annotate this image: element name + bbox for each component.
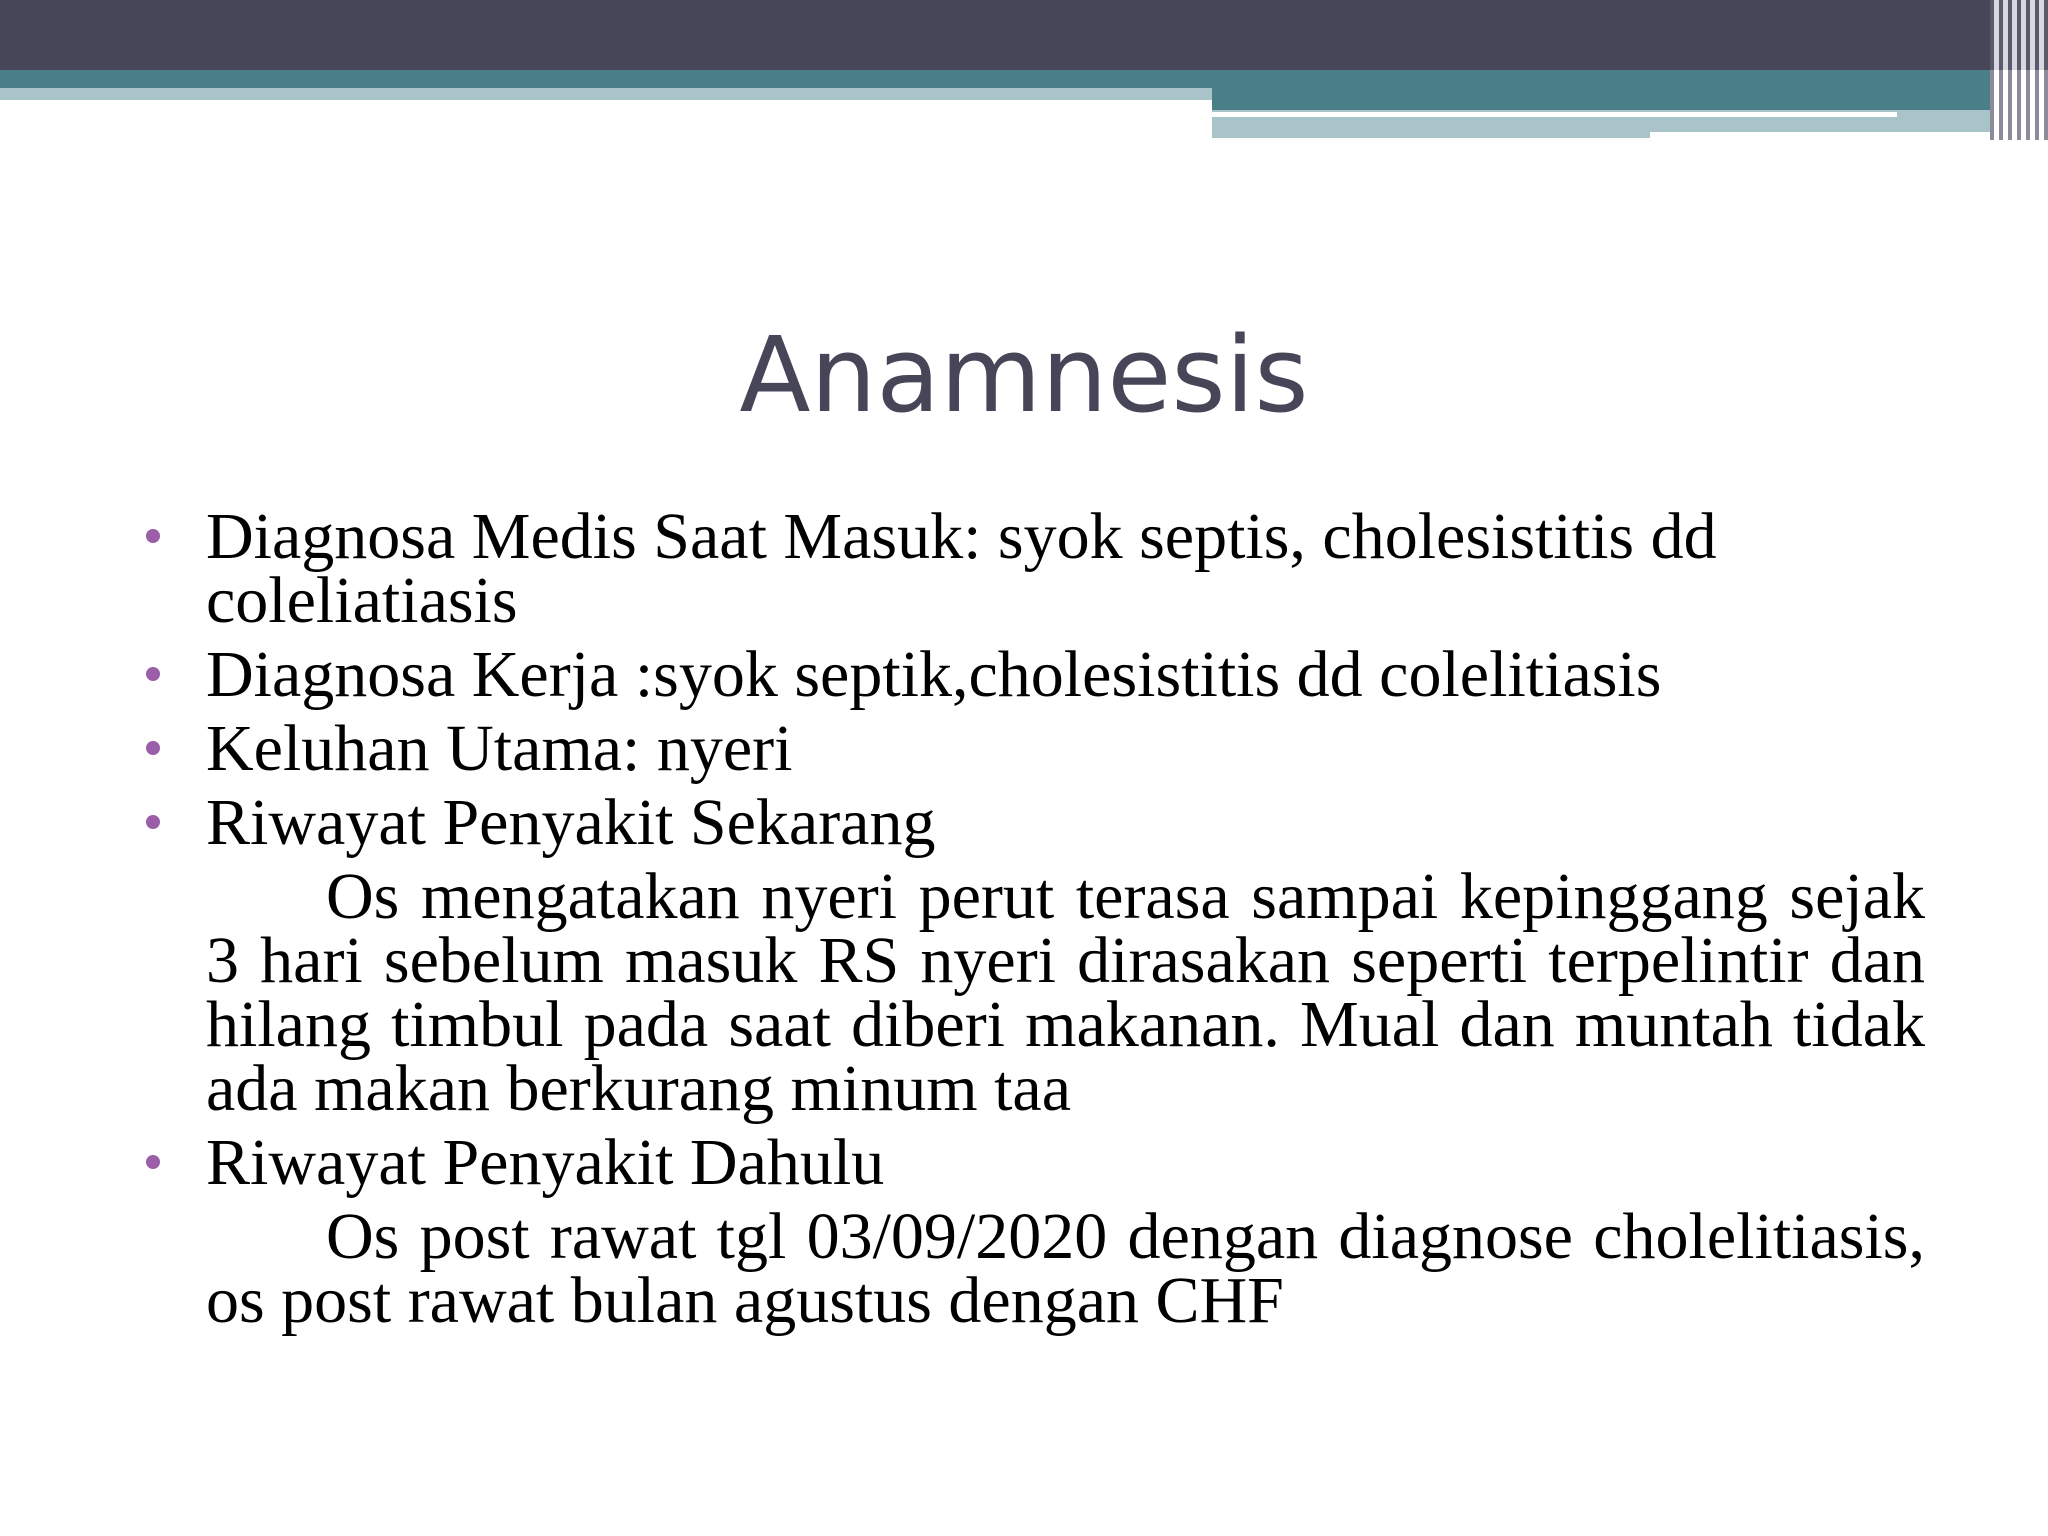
bullet-item-riwayat-sekarang [140,786,1925,859]
bullet-item-diagnosa-medis [140,500,1925,637]
bullet-dot-icon [146,529,160,543]
slide-content [140,500,1925,1343]
header-white-line [1212,112,1897,117]
bullet-dot-icon [146,815,160,829]
bullet-item-keluhan-utama [140,712,1925,785]
bullet-text: Riwayat Penyakit Sekarang [206,786,936,859]
bullet-text: Keluhan Utama: nyeri [206,712,793,785]
bullet-item-diagnosa-kerja [140,638,1925,711]
paragraph-riwayat-sekarang: Os mengatakan nyeri perut terasa sampai kepinggang sejak 3 hari sebelum masuk RS nyeri dirasakan seperti terpelintir dan hilang timbul pada saat diberi makanan. Mual dan muntah tidak ada makan berkurang minum taa [206,860,1925,1125]
paragraph-riwayat-dahulu: Os post rawat tgl 03/09/2020 dengan diagnose cholelitiasis, os post rawat bulan agustus dengan CHF [206,1200,1925,1337]
header-white-line-2 [1650,132,2048,138]
bullet-dot-icon [146,1155,160,1169]
bullet-text: Diagnosa Medis Saat Masuk: syok septis, cholesistitis dd coleliatiasis [206,500,1717,637]
bullet-item-riwayat-dahulu [140,1126,1925,1199]
header-stripes-dark [1990,0,2048,70]
header-decoration [0,0,2048,130]
bullet-text: Diagnosa Kerja :syok septik,cholesistitis dd colelitiasis [206,638,1662,711]
slide-title: Anamnesis [739,314,1309,436]
header-band-dark [0,0,2048,70]
bullet-text: Riwayat Penyakit Dahulu [206,1126,885,1199]
header-band-light-left [0,88,1212,100]
header-band-teal-right [1212,88,2048,110]
header-band-teal [0,70,2048,88]
bullet-dot-icon [146,667,160,681]
bullet-dot-icon [146,741,160,755]
